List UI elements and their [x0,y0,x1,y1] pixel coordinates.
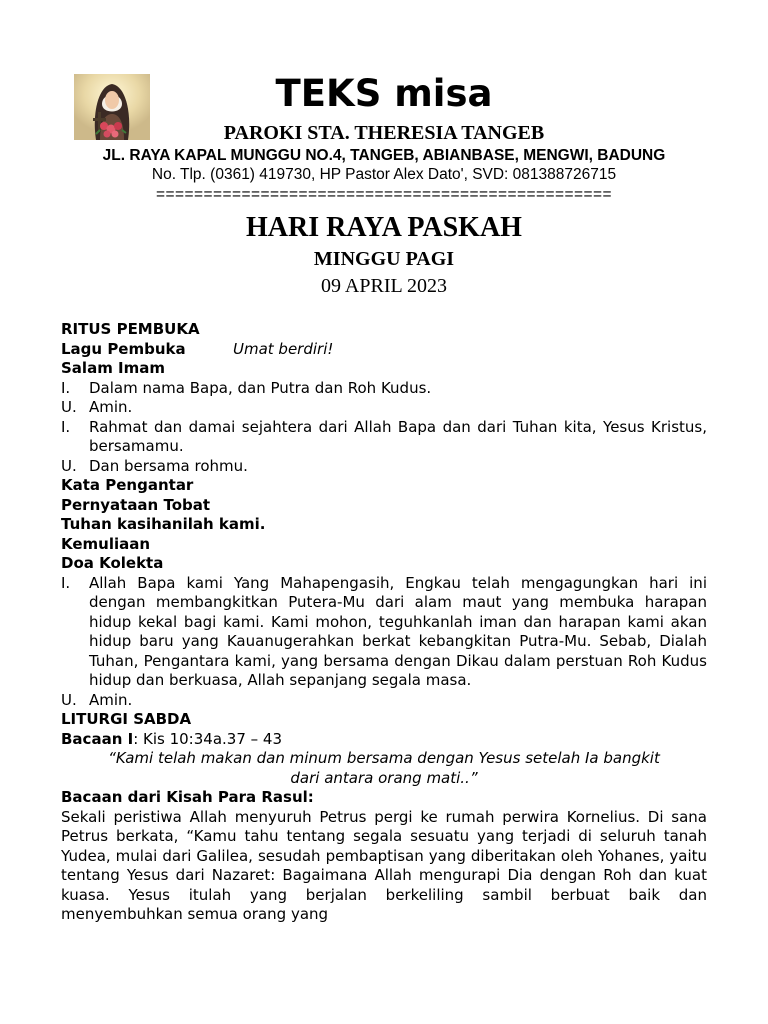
liturgy-text [61,320,707,925]
dialogue-text: Amin. [89,690,133,709]
kata-pengantar-heading: Kata Pengantar [61,476,194,494]
dialogue-line [61,691,707,711]
dialogue-text: Amin. [89,398,133,416]
reading-text: Sekali peristiwa Allah menyuruh Petrus pergi ke rumah perwira Kornelius. Di sana Petrus berkata, “Kamu tahu tentang segala sesuatu yang terjadi di seluruh tanah Yudea, mulai dari Galilea, sesudah pembaptisan yang diberitakan oleh Yohanes, yaitu tentang Yesus dari Nazaret: Bagaimana Allah mengurapi Dia dengan Roh dan kuat kuasa. Yesus itulah yang berjalan berkeliling sambil berbuat baik dan menyembuhkan semua orang yang [61,807,707,923]
dialogue-line [61,379,707,399]
reading-quote-line-2: dari antara orang mati..” [290,768,478,787]
speaker-mark: U. [61,398,77,416]
speaker-mark: I. [61,378,71,397]
tuhan-kasihanilah-heading: Tuhan kasihanilah kami. [61,515,266,533]
dialogue-text: Dalam nama Bapa, dan Putra dan Roh Kudus. [89,378,432,397]
parish-phone: No. Tlp. (0361) 419730, HP Pastor Alex Dato', SVD: 081388726715 [151,166,617,183]
speaker-mark: I. [61,573,71,592]
reading-quote-line-1: “Kami telah makan dan minum bersama dengan Yesus setelah Ia bangkit [108,749,660,767]
salam-imam-heading: Salam Imam [61,359,166,377]
feast-subtitle: MINGGU PAGI [313,248,455,270]
separator-rule: ================================================ [155,186,613,203]
lagu-pembuka-note: Umat berdiri! [233,339,334,358]
feast-date: 09 APRIL 2023 [321,275,447,297]
doa-kolekta-heading: Doa Kolekta [61,554,164,572]
dialogue-text: Dan bersama rohmu. [89,456,248,475]
speaker-mark: I. [61,417,71,436]
bacaan-reference [61,730,707,750]
kemuliaan-heading: Kemuliaan [61,534,151,553]
liturgi-sabda-heading: LITURGI SABDA [61,710,192,728]
dialogue-line [61,398,707,418]
dialogue-line [61,574,707,691]
parish-name: PAROKI STA. THERESIA TANGEB [223,122,545,144]
feast-title: HARI RAYA PASKAH [246,212,522,243]
speaker-mark: U. [61,690,77,709]
dialogue-line [61,457,707,477]
parish-address: JL. RAYA KAPAL MUNGGU NO.4, TANGEB, ABIANBASE, MENGWI, BADUNG [102,147,666,164]
section-heading-ritus: RITUS PEMBUKA [61,320,200,338]
speaker-mark: U. [61,456,77,475]
dialogue-text: Rahmat dan damai sejahtera dari Allah Bapa dan dari Tuhan kita, Yesus Kristus, bersamamu. [89,417,707,455]
pernyataan-tobat-heading: Pernyataan Tobat [61,495,211,514]
dialogue-text: Allah Bapa kami Yang Mahapengasih, Engkau telah mengagungkan hari ini dengan membangkitkan Putera-Mu dari alam maut yang membuka harapan hidup kekal bagi kami. Kami mohon, teguhkanlah iman dan harapan kami akan hidup baru yang Kauanugerahkan berkat kebangkitan Putra-Mu. Sebab, Dialah Tuhan, Pengantara kami, yang bersama dengan Dikau dalam perstuan Roh Kudus hidup dan berkuasa, Allah sepanjang segala masa. [89,573,707,689]
lagu-pembuka-row [61,340,707,360]
dialogue-line [61,418,707,457]
document-title: TEKS misa [275,72,493,115]
reading-heading: Bacaan dari Kisah Para Rasul: [61,788,314,806]
bacaan-ref: : Kis 10:34a.37 – 43 [133,729,282,748]
bacaan-label: Bacaan I [61,729,134,748]
lagu-pembuka-label: Lagu Pembuka [61,339,186,358]
